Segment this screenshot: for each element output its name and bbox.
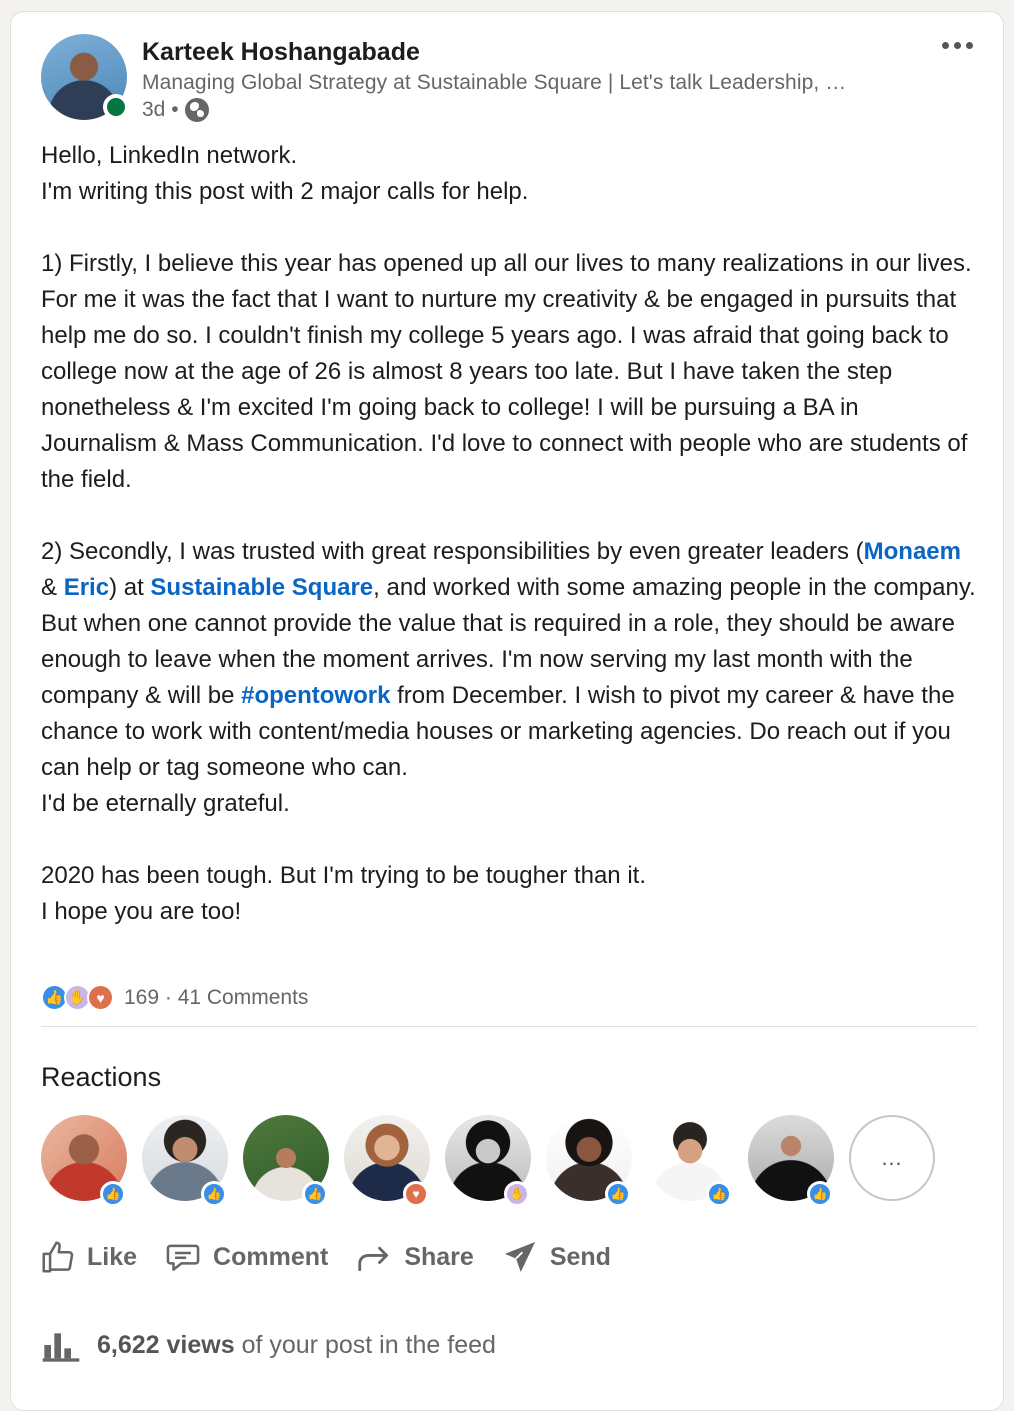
comment-icon (163, 1238, 203, 1276)
comment-button[interactable] (163, 1238, 328, 1276)
post-meta (142, 98, 209, 122)
author-headline: Managing Global Strategy at Sustainable Square | Let's talk Leadership, … (142, 71, 847, 94)
more-reactors-button[interactable]: … (849, 1115, 935, 1201)
reactor-avatar[interactable] (748, 1115, 834, 1201)
like-badge-icon: 👍 (302, 1181, 328, 1207)
mention-monaem[interactable]: Monaem (863, 538, 961, 565)
thumbs-up-icon (39, 1238, 77, 1276)
more-options-icon[interactable] (942, 42, 973, 49)
reactor-avatar[interactable] (344, 1115, 430, 1201)
post-text: Hello, LinkedIn network. I'm writing this post with 2 major calls for help. 1) Firstly, I believe this year has opened up all our lives to many realizations in our lives. For me it was the fact that I want to nurture my creativity & be engaged in pursuits that help me do so. I couldn't finish my college 5 years ago. I was afraid that going back to college now at the age of 26 is almost 8 years too late. But I have taken the step nonetheless & I'm excited I'm going back to college! I will be pursuing a BA in Journalism & Mass Communication. I'd love to connect with people who are students of the field. 2) Secondly, I was trusted with great responsibilities by even greater leaders ( (41, 142, 972, 565)
post-actions (39, 1238, 611, 1276)
like-badge-icon: 👍 (807, 1181, 833, 1207)
like-label: Like (87, 1242, 138, 1271)
post-text: from December. I wish to pivot my career & have the chance to work with content/media houses or marketing agencies. Do reach out if you can help or tag someone who can. I'd be eternally grateful. 2020 has been tough. But I'm trying to be tougher than it. I hope you are too! (41, 682, 955, 925)
send-button[interactable] (500, 1238, 611, 1276)
post-text: ) at (109, 574, 151, 601)
feed-post-card (10, 11, 1004, 1411)
like-badge-icon: 👍 (605, 1181, 631, 1207)
like-badge-icon: 👍 (201, 1181, 227, 1207)
online-status-icon (103, 94, 129, 120)
post-text: & (41, 574, 64, 601)
views-suffix: of your post in the feed (234, 1330, 496, 1359)
love-reaction-icon: ♥ (87, 984, 114, 1011)
support-badge-icon: ✋ (504, 1181, 530, 1207)
reactor-avatars (41, 1115, 935, 1201)
post-time: 3d • (142, 98, 179, 121)
post-views[interactable] (41, 1328, 496, 1362)
author-name[interactable]: Karteek Hoshangabade (142, 38, 420, 66)
like-reaction-icon: 👍 (41, 984, 68, 1011)
like-badge-icon: 👍 (100, 1181, 126, 1207)
globe-icon (185, 98, 209, 122)
post-text: , and worked with some amazing people in the company. But when one cannot provide the value that is required in a role, they should be aware enough to leave when the moment arrives. I'm now serving my last month with the company & will be (41, 574, 976, 709)
comment-label: Comment (213, 1242, 329, 1271)
like-button[interactable] (39, 1238, 137, 1276)
reactor-avatar[interactable] (647, 1115, 733, 1201)
reaction-comment-counts[interactable]: 169 · 41 Comments (124, 985, 309, 1009)
love-badge-icon: ♥ (403, 1181, 429, 1207)
author-avatar[interactable] (41, 34, 127, 120)
divider (41, 1026, 977, 1027)
reactor-avatar[interactable] (41, 1115, 127, 1201)
post-body (41, 138, 981, 930)
views-count: 6,622 views (97, 1330, 235, 1359)
share-arrow-icon (354, 1238, 394, 1276)
hashtag-opentowork[interactable]: #opentowork (241, 682, 391, 709)
views-text (97, 1331, 496, 1360)
support-reaction-icon: ✋ (64, 984, 91, 1011)
send-paper-plane-icon (500, 1238, 540, 1276)
reactor-avatar[interactable] (243, 1115, 329, 1201)
share-button[interactable] (354, 1238, 473, 1276)
mention-sustainable-square[interactable]: Sustainable Square (150, 574, 374, 601)
bar-chart-icon (41, 1328, 81, 1362)
reactions-title: Reactions (41, 1062, 162, 1092)
reactor-avatar[interactable] (546, 1115, 632, 1201)
share-label: Share (404, 1242, 474, 1271)
send-label: Send (549, 1242, 611, 1271)
reactor-avatar[interactable] (445, 1115, 531, 1201)
like-badge-icon: 👍 (706, 1181, 732, 1207)
mention-eric[interactable]: Eric (63, 574, 110, 601)
social-counts[interactable] (41, 984, 308, 1011)
reactor-avatar[interactable] (142, 1115, 228, 1201)
